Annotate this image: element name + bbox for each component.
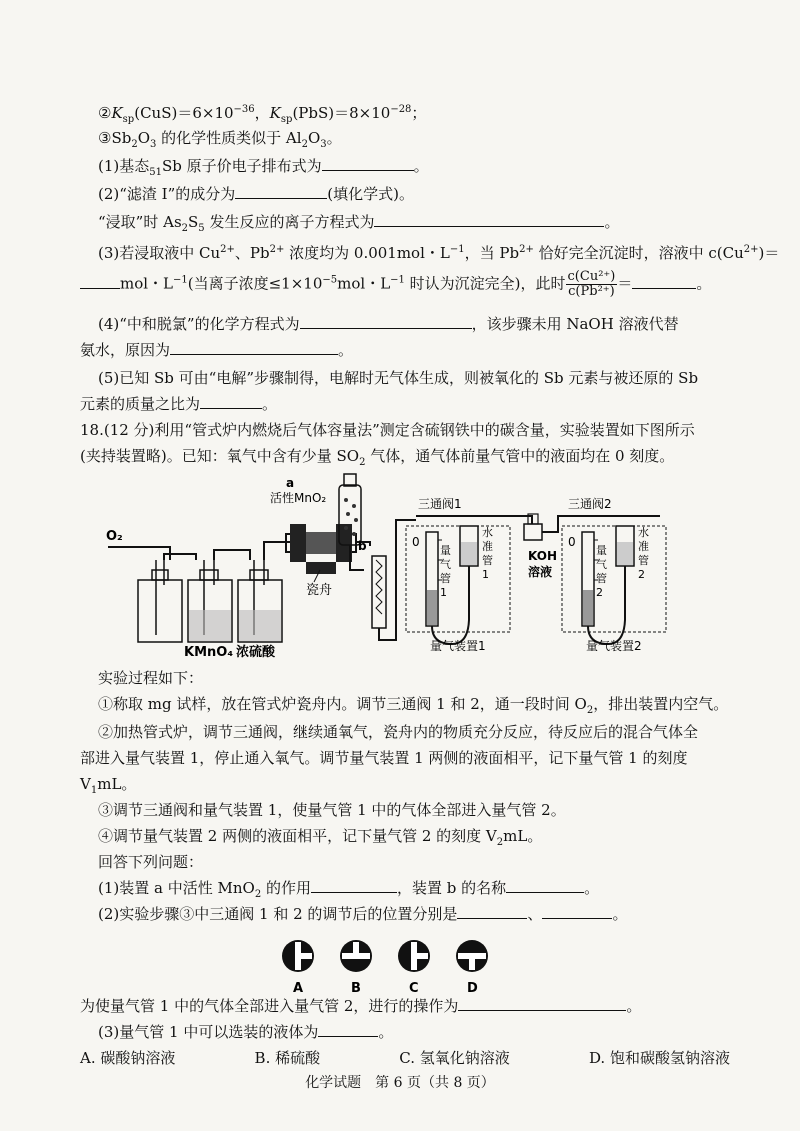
q18-part3: (3)量气管 1 中可以选装的液体为 。 <box>98 1023 394 1041</box>
valve-option-a <box>282 940 314 972</box>
option-c[interactable]: C. 氢氧化钠溶液 <box>399 1049 510 1067</box>
step-3: ③调节三通阀和量气装置 1，使量气管 1 中的气体全部进入量气管 2。 <box>98 801 566 819</box>
h2so4-label: 浓硫酸 <box>236 645 276 660</box>
q18-heading: 18.(12 分)利用“管式炉内燃烧后气体容量法”测定含硫钢铁中的碳含量，实验装置如下图所示 <box>80 421 695 439</box>
svg-text:量: 量 <box>596 544 607 557</box>
answer-blank[interactable] <box>542 904 612 919</box>
q17-part2-line2: “浸取”时 $As_2S_5$ 发生反应的离子方程式为 。 <box>98 213 620 234</box>
valve2-label: 三通阀2 <box>568 497 612 511</box>
procedure-heading: 实验过程如下： <box>98 669 204 687</box>
option-a[interactable]: A. 碳酸钠溶液 <box>80 1049 176 1067</box>
svg-text:管: 管 <box>638 554 649 567</box>
answer-blank[interactable] <box>200 394 262 409</box>
svg-text:2: 2 <box>638 568 645 581</box>
step-2-line3: $V_1mL$。 <box>80 775 137 796</box>
q17-part1: (1)基态$_{51}$Sb 原子价电子排布式为 。 <box>98 157 429 178</box>
svg-text:准: 准 <box>638 540 649 553</box>
step-2: ②加热管式炉，调节三通阀，继续通氧气，瓷舟内的物质充分反应，待反应后的混合气体全 <box>98 723 699 741</box>
answer-blank[interactable] <box>322 156 414 171</box>
q17-part4: (4)“中和脱氯”的化学方程式为 ，该步骤未用 NaOH 溶液代替 <box>98 315 679 333</box>
q17-part4-line2: 氨水，原因为 。 <box>80 341 354 359</box>
option-b[interactable]: B. 稀硫酸 <box>254 1049 321 1067</box>
valve-label-c: C <box>409 981 419 996</box>
condition-2: $②K_{sp}(CuS)=6\times 10^{-36}$，$K_{sp}(PbS)=8\times 10^{-28}$； <box>98 104 427 125</box>
koh-solution-label: 溶液 <box>528 565 553 579</box>
answer-blank[interactable] <box>318 1022 378 1037</box>
condenser-b <box>372 556 386 628</box>
svg-text:准: 准 <box>482 540 493 553</box>
answer-blank[interactable] <box>235 184 327 199</box>
svg-text:气: 气 <box>440 558 451 571</box>
device1-label: 量气装置1 <box>430 639 486 653</box>
q17-part2: (2)“滤渣 I”的成分为 (填化学式)。 <box>98 185 414 203</box>
apparatus-diagram <box>100 470 700 662</box>
q18-part3-options <box>80 1047 730 1068</box>
mno2-label: 活性MnO₂ <box>270 491 327 505</box>
answer-blank[interactable] <box>632 274 696 289</box>
ratio-fraction: $\frac{\text{c(Cu²⁺)}}{\text{c(Pb²⁺)}}$ <box>567 269 616 299</box>
valve-label-a: A <box>293 981 304 996</box>
valve-option-c <box>398 940 430 972</box>
q18-part2: (2)实验步骤③中三通阀 1 和 2 的调节后的位置分别是 、 。 <box>98 905 628 923</box>
boat-label: 瓷舟 <box>306 583 333 598</box>
step-4: ④调节量气装置 2 两侧的液面相平，记下量气管 2 的刻度 $V_2mL$。 <box>98 827 543 848</box>
wash-bottle-kmno4 <box>188 560 232 642</box>
condition-3: $③Sb_2O_3$ 的化学性质类似于 $Al_2O_3$。 <box>98 129 342 150</box>
answer-blank[interactable] <box>458 996 626 1011</box>
q18-heading-line2: (夹持装置略)。已知：氧气中含有少量 $SO_2$ 气体，通气体前量气管中的液面均在 0 刻度。 <box>80 447 675 468</box>
q18-part1: (1)装置 a 中活性 MnO$_2$ 的作用 ，装置 b 的名称 。 <box>98 879 600 900</box>
step-1: ①称取 mg 试样，放在管式炉瓷舟内。调节三通阀 1 和 2，通一段时间 $O_2$，排出装置内空气。 <box>98 695 729 716</box>
option-d[interactable]: D. 饱和碳酸氢钠溶液 <box>588 1049 730 1067</box>
zero-mark-1: 0 <box>412 535 420 549</box>
q17-part3: (3)若浸取液中 $Cu^{2+}$、$Pb^{2+}$ 浓度均为 0.001mol・$L^{-1}$，当 $Pb^{2+}$ 恰好完全沉淀时，溶液中 $c(Cu^{2+})=$ <box>98 244 780 262</box>
label-a: a <box>286 476 295 490</box>
step-2-line2: 部进入量气装置 1，停止通入氧气。调节量气装置 1 两侧的液面相平，记下量气管 1 的刻度 <box>80 749 688 767</box>
gas-device-2 <box>562 526 666 644</box>
answer-blank[interactable] <box>311 878 397 893</box>
svg-text:管: 管 <box>596 572 607 585</box>
label-b: b <box>358 539 367 553</box>
answer-blank[interactable] <box>457 904 527 919</box>
koh-label: KOH <box>528 549 558 563</box>
valve1-label: 三通阀1 <box>418 497 462 511</box>
wash-bottle-h2so4 <box>238 560 282 642</box>
gas-device-1 <box>406 526 510 644</box>
q17-part5: (5)已知 Sb 可由“电解”步骤制得，电解时无气体生成，则被氧化的 Sb 元素与被还原的 Sb <box>98 369 699 387</box>
valve-label-b: B <box>351 981 361 996</box>
svg-text:管: 管 <box>482 554 493 567</box>
svg-text:气: 气 <box>596 558 607 571</box>
page-footer: 化学试题 第 6 页（共 8 页） <box>305 1075 495 1091</box>
svg-text:2: 2 <box>596 586 603 599</box>
zero-mark-2: 0 <box>568 535 576 549</box>
svg-text:1: 1 <box>482 568 489 581</box>
inlet-tube <box>108 547 170 560</box>
svg-text:量: 量 <box>440 544 451 557</box>
svg-text:1: 1 <box>440 586 447 599</box>
q17-part5-line2: 元素的质量之比为 。 <box>80 395 278 413</box>
answer-blank[interactable] <box>300 314 472 329</box>
kmno4-label: KMnO₄ <box>184 645 234 660</box>
answer-blank[interactable] <box>170 340 338 355</box>
svg-text:水: 水 <box>638 526 649 539</box>
o2-label: O₂ <box>106 529 123 544</box>
q18-part2-line2: 为使量气管 1 中的气体全部进入量气管 2，进行的操作为 。 <box>80 997 642 1015</box>
tube-furnace <box>286 524 356 574</box>
valve-positions <box>280 936 500 998</box>
answer-blank[interactable] <box>374 212 604 227</box>
device2-label: 量气装置2 <box>586 639 642 653</box>
valve-label-d: D <box>467 981 478 996</box>
valve-option-b <box>340 940 372 972</box>
valve-option-d <box>456 940 488 972</box>
wash-bottle-1 <box>138 560 182 642</box>
answer-blank[interactable] <box>506 878 584 893</box>
q17-part3-line2: mol・$L^{-1}$(当离子浓度$\le 1\times 10^{-5}mol$・$L^{-1}$ 时认为沉淀完全)，此时 $\frac{\text{c(Cu²⁺)}}{\text{c(Pb²⁺)}}$ ＝ 。 <box>80 270 730 299</box>
answer-blank[interactable] <box>80 274 120 289</box>
svg-text:水: 水 <box>482 526 493 539</box>
answer-heading: 回答下列问题： <box>98 853 204 871</box>
svg-text:管: 管 <box>440 572 451 585</box>
